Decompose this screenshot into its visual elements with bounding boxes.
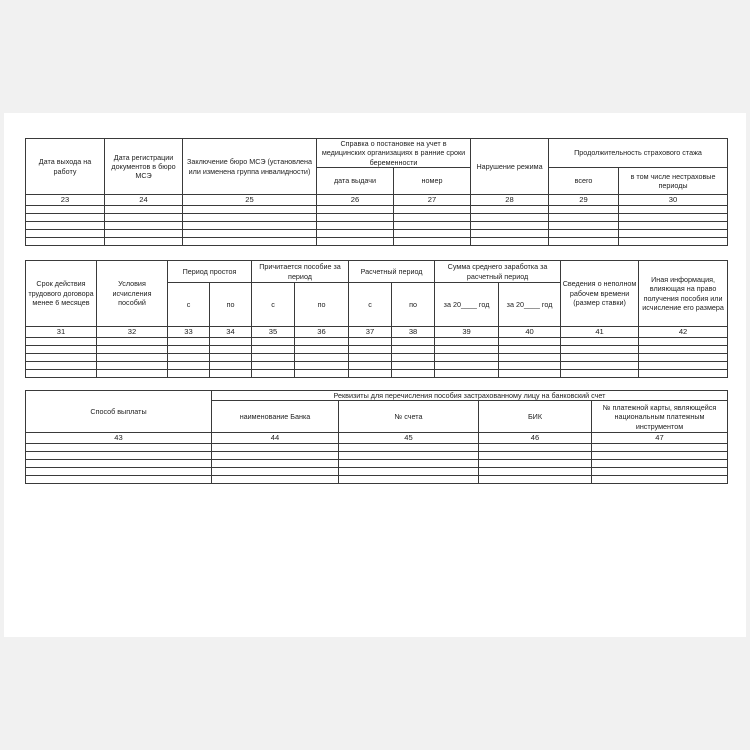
header-number: номер bbox=[394, 168, 471, 195]
empty-cell[interactable] bbox=[561, 369, 639, 377]
empty-cell[interactable] bbox=[549, 221, 619, 229]
empty-cell[interactable] bbox=[339, 476, 479, 484]
empty-cell[interactable] bbox=[499, 353, 561, 361]
empty-cell[interactable] bbox=[252, 337, 295, 345]
empty-cell[interactable] bbox=[619, 221, 728, 229]
header-year-b: за 20____ год bbox=[499, 283, 561, 327]
empty-cell[interactable] bbox=[26, 221, 105, 229]
empty-cell[interactable] bbox=[295, 369, 349, 377]
empty-cell[interactable] bbox=[619, 237, 728, 245]
column-number: 28 bbox=[471, 195, 549, 206]
header-avg-earnings: Сумма среднего заработка за расчетный период bbox=[435, 261, 561, 283]
empty-cell[interactable] bbox=[26, 337, 97, 345]
empty-cell[interactable] bbox=[317, 205, 394, 213]
empty-cell[interactable] bbox=[392, 353, 435, 361]
empty-cell[interactable] bbox=[549, 237, 619, 245]
column-number: 45 bbox=[339, 433, 479, 444]
empty-cell[interactable] bbox=[394, 213, 471, 221]
empty-cell[interactable] bbox=[97, 369, 168, 377]
empty-cell[interactable] bbox=[339, 460, 479, 468]
empty-cell[interactable] bbox=[26, 444, 212, 452]
empty-cell[interactable] bbox=[471, 205, 549, 213]
empty-cell[interactable] bbox=[252, 345, 295, 353]
empty-cell[interactable] bbox=[105, 205, 183, 213]
empty-cell[interactable] bbox=[339, 444, 479, 452]
header-other-info: Иная информация, влияющая на право получения пособия или исчисление его размера bbox=[639, 261, 728, 327]
empty-cell[interactable] bbox=[561, 353, 639, 361]
empty-row bbox=[26, 213, 728, 221]
empty-cell[interactable] bbox=[183, 237, 317, 245]
empty-cell[interactable] bbox=[639, 353, 728, 361]
empty-row bbox=[26, 353, 728, 361]
empty-row bbox=[26, 229, 728, 237]
empty-row bbox=[26, 345, 728, 353]
column-number: 33 bbox=[168, 327, 210, 338]
column-number: 34 bbox=[210, 327, 252, 338]
column-number: 29 bbox=[549, 195, 619, 206]
empty-cell[interactable] bbox=[97, 337, 168, 345]
empty-cell[interactable] bbox=[619, 229, 728, 237]
empty-cell[interactable] bbox=[317, 229, 394, 237]
column-number: 36 bbox=[295, 327, 349, 338]
empty-cell[interactable] bbox=[639, 369, 728, 377]
empty-cell[interactable] bbox=[105, 213, 183, 221]
header-issue-date: дата выдачи bbox=[317, 168, 394, 195]
empty-cell[interactable] bbox=[252, 361, 295, 369]
empty-cell[interactable] bbox=[317, 213, 394, 221]
empty-cell[interactable] bbox=[212, 444, 339, 452]
empty-row bbox=[26, 476, 728, 484]
empty-cell[interactable] bbox=[183, 205, 317, 213]
empty-cell[interactable] bbox=[168, 345, 210, 353]
empty-cell[interactable] bbox=[435, 353, 499, 361]
empty-cell[interactable] bbox=[317, 221, 394, 229]
empty-cell[interactable] bbox=[339, 468, 479, 476]
column-number: 25 bbox=[183, 195, 317, 206]
header-bank-details: Реквизиты для перечисления пособия застрахованному лицу на банковский счет bbox=[212, 391, 728, 401]
empty-cell[interactable] bbox=[349, 353, 392, 361]
header-settlement-to: по bbox=[392, 283, 435, 327]
empty-cell[interactable] bbox=[252, 353, 295, 361]
column-number: 39 bbox=[435, 327, 499, 338]
header-account-number: № счета bbox=[339, 401, 479, 433]
header-card-number: № платежной карты, являющейся национальным платежным инструментом bbox=[592, 401, 728, 433]
empty-cell[interactable] bbox=[26, 229, 105, 237]
empty-cell[interactable] bbox=[592, 468, 728, 476]
empty-cell[interactable] bbox=[561, 337, 639, 345]
empty-cell[interactable] bbox=[26, 353, 97, 361]
empty-cell[interactable] bbox=[479, 476, 592, 484]
empty-cell[interactable] bbox=[26, 476, 212, 484]
column-number: 43 bbox=[26, 433, 212, 444]
column-number: 46 bbox=[479, 433, 592, 444]
empty-cell[interactable] bbox=[561, 345, 639, 353]
empty-cell[interactable] bbox=[639, 345, 728, 353]
empty-cell[interactable] bbox=[479, 460, 592, 468]
empty-cell[interactable] bbox=[26, 452, 212, 460]
empty-row bbox=[26, 237, 728, 245]
benefit-table-2 bbox=[25, 260, 728, 378]
header-due-from: с bbox=[252, 283, 295, 327]
empty-cell[interactable] bbox=[561, 361, 639, 369]
empty-row bbox=[26, 452, 728, 460]
empty-cell[interactable] bbox=[210, 337, 252, 345]
empty-cell[interactable] bbox=[317, 237, 394, 245]
empty-cell[interactable] bbox=[210, 345, 252, 353]
header-payment-method: Способ выплаты bbox=[26, 391, 212, 433]
column-number: 32 bbox=[97, 327, 168, 338]
empty-cell[interactable] bbox=[592, 452, 728, 460]
header-insurance-length: Продолжительность страхового стажа bbox=[549, 139, 728, 168]
empty-row bbox=[26, 460, 728, 468]
header-year-a: за 20____ год bbox=[435, 283, 499, 327]
column-number: 26 bbox=[317, 195, 394, 206]
empty-cell[interactable] bbox=[619, 205, 728, 213]
header-downtime-to: по bbox=[210, 283, 252, 327]
column-number: 47 bbox=[592, 433, 728, 444]
header-contract-term: Срок действия трудового договора менее 6 месяцев bbox=[26, 261, 97, 327]
empty-cell[interactable] bbox=[212, 460, 339, 468]
empty-cell[interactable] bbox=[392, 337, 435, 345]
empty-cell[interactable] bbox=[349, 361, 392, 369]
empty-cell[interactable] bbox=[210, 353, 252, 361]
empty-cell[interactable] bbox=[168, 369, 210, 377]
header-total: всего bbox=[549, 168, 619, 195]
empty-cell[interactable] bbox=[479, 444, 592, 452]
empty-cell[interactable] bbox=[499, 337, 561, 345]
empty-cell[interactable] bbox=[97, 353, 168, 361]
empty-row bbox=[26, 444, 728, 452]
column-number: 41 bbox=[561, 327, 639, 338]
empty-cell[interactable] bbox=[479, 452, 592, 460]
empty-cell[interactable] bbox=[479, 468, 592, 476]
empty-cell[interactable] bbox=[592, 460, 728, 468]
empty-cell[interactable] bbox=[435, 337, 499, 345]
empty-cell[interactable] bbox=[26, 213, 105, 221]
column-number: 38 bbox=[392, 327, 435, 338]
empty-cell[interactable] bbox=[499, 345, 561, 353]
header-part-time: Сведения о неполном рабочем времени (размер ставки) bbox=[561, 261, 639, 327]
benefit-table-1 bbox=[25, 138, 728, 246]
empty-cell[interactable] bbox=[549, 213, 619, 221]
empty-cell[interactable] bbox=[26, 460, 212, 468]
column-number: 35 bbox=[252, 327, 295, 338]
empty-cell[interactable] bbox=[26, 237, 105, 245]
column-number: 24 bbox=[105, 195, 183, 206]
empty-cell[interactable] bbox=[392, 345, 435, 353]
column-number: 42 bbox=[639, 327, 728, 338]
empty-cell[interactable] bbox=[252, 369, 295, 377]
empty-cell[interactable] bbox=[26, 361, 97, 369]
column-number: 37 bbox=[349, 327, 392, 338]
header-regime-violation: Нарушение режима bbox=[471, 139, 549, 195]
empty-cell[interactable] bbox=[183, 213, 317, 221]
empty-cell[interactable] bbox=[295, 361, 349, 369]
empty-cell[interactable] bbox=[295, 337, 349, 345]
header-bik: БИК bbox=[479, 401, 592, 433]
empty-cell[interactable] bbox=[435, 361, 499, 369]
empty-cell[interactable] bbox=[471, 213, 549, 221]
empty-cell[interactable] bbox=[97, 361, 168, 369]
column-number: 30 bbox=[619, 195, 728, 206]
empty-cell[interactable] bbox=[392, 369, 435, 377]
empty-cell[interactable] bbox=[471, 229, 549, 237]
empty-cell[interactable] bbox=[471, 221, 549, 229]
header-downtime-from: с bbox=[168, 283, 210, 327]
empty-row bbox=[26, 221, 728, 229]
empty-cell[interactable] bbox=[471, 237, 549, 245]
column-number: 44 bbox=[212, 433, 339, 444]
empty-cell[interactable] bbox=[499, 369, 561, 377]
header-bank-name: наименование Банка bbox=[212, 401, 339, 433]
empty-cell[interactable] bbox=[105, 229, 183, 237]
empty-row bbox=[26, 369, 728, 377]
empty-cell[interactable] bbox=[212, 452, 339, 460]
empty-row bbox=[26, 337, 728, 345]
empty-cell[interactable] bbox=[394, 229, 471, 237]
empty-cell[interactable] bbox=[105, 221, 183, 229]
empty-cell[interactable] bbox=[349, 337, 392, 345]
empty-cell[interactable] bbox=[295, 353, 349, 361]
empty-cell[interactable] bbox=[26, 468, 212, 476]
empty-cell[interactable] bbox=[435, 345, 499, 353]
empty-row bbox=[26, 205, 728, 213]
header-registration-date: Дата регистрации документов в бюро МСЭ bbox=[105, 139, 183, 195]
column-numbers-row bbox=[26, 195, 728, 206]
header-calc-conditions: Условия исчисления пособий bbox=[97, 261, 168, 327]
empty-cell[interactable] bbox=[499, 361, 561, 369]
empty-cell[interactable] bbox=[392, 361, 435, 369]
empty-cell[interactable] bbox=[549, 229, 619, 237]
column-numbers-row bbox=[26, 433, 728, 444]
header-downtime: Период простоя bbox=[168, 261, 252, 283]
empty-cell[interactable] bbox=[212, 476, 339, 484]
empty-cell[interactable] bbox=[183, 221, 317, 229]
empty-cell[interactable] bbox=[97, 345, 168, 353]
empty-row bbox=[26, 468, 728, 476]
header-due-benefit: Причитается пособие за период bbox=[252, 261, 349, 283]
column-number: 23 bbox=[26, 195, 105, 206]
empty-cell[interactable] bbox=[26, 205, 105, 213]
empty-cell[interactable] bbox=[394, 237, 471, 245]
column-number: 40 bbox=[499, 327, 561, 338]
empty-cell[interactable] bbox=[212, 468, 339, 476]
empty-cell[interactable] bbox=[349, 345, 392, 353]
empty-cell[interactable] bbox=[105, 237, 183, 245]
column-number: 31 bbox=[26, 327, 97, 338]
header-settlement-from: с bbox=[349, 283, 392, 327]
header-non-insurance: в том числе нестраховые периоды bbox=[619, 168, 728, 195]
empty-cell[interactable] bbox=[26, 345, 97, 353]
empty-cell[interactable] bbox=[210, 361, 252, 369]
header-pregnancy-certificate: Справка о постановке на учет в медицинских организациях в ранние сроки беременности bbox=[317, 139, 471, 168]
column-number: 27 bbox=[394, 195, 471, 206]
benefit-table-3 bbox=[25, 390, 728, 484]
empty-cell[interactable] bbox=[168, 353, 210, 361]
header-due-to: по bbox=[295, 283, 349, 327]
empty-cell[interactable] bbox=[549, 205, 619, 213]
empty-cell[interactable] bbox=[639, 361, 728, 369]
column-numbers-row bbox=[26, 327, 728, 338]
empty-cell[interactable] bbox=[619, 213, 728, 221]
empty-cell[interactable] bbox=[639, 337, 728, 345]
empty-cell[interactable] bbox=[183, 229, 317, 237]
form-sheet bbox=[4, 113, 746, 637]
empty-cell[interactable] bbox=[168, 337, 210, 345]
empty-cell[interactable] bbox=[26, 369, 97, 377]
empty-cell[interactable] bbox=[592, 476, 728, 484]
header-return-date: Дата выхода на работу bbox=[26, 139, 105, 195]
header-mse-conclusion: Заключение бюро МСЭ (установлена или изменена группа инвалидности) bbox=[183, 139, 317, 195]
empty-cell[interactable] bbox=[339, 452, 479, 460]
header-settlement-period: Расчетный период bbox=[349, 261, 435, 283]
empty-row bbox=[26, 361, 728, 369]
empty-cell[interactable] bbox=[168, 361, 210, 369]
empty-cell[interactable] bbox=[349, 369, 392, 377]
empty-cell[interactable] bbox=[592, 444, 728, 452]
empty-cell[interactable] bbox=[394, 221, 471, 229]
empty-cell[interactable] bbox=[295, 345, 349, 353]
empty-cell[interactable] bbox=[210, 369, 252, 377]
empty-cell[interactable] bbox=[394, 205, 471, 213]
empty-cell[interactable] bbox=[435, 369, 499, 377]
